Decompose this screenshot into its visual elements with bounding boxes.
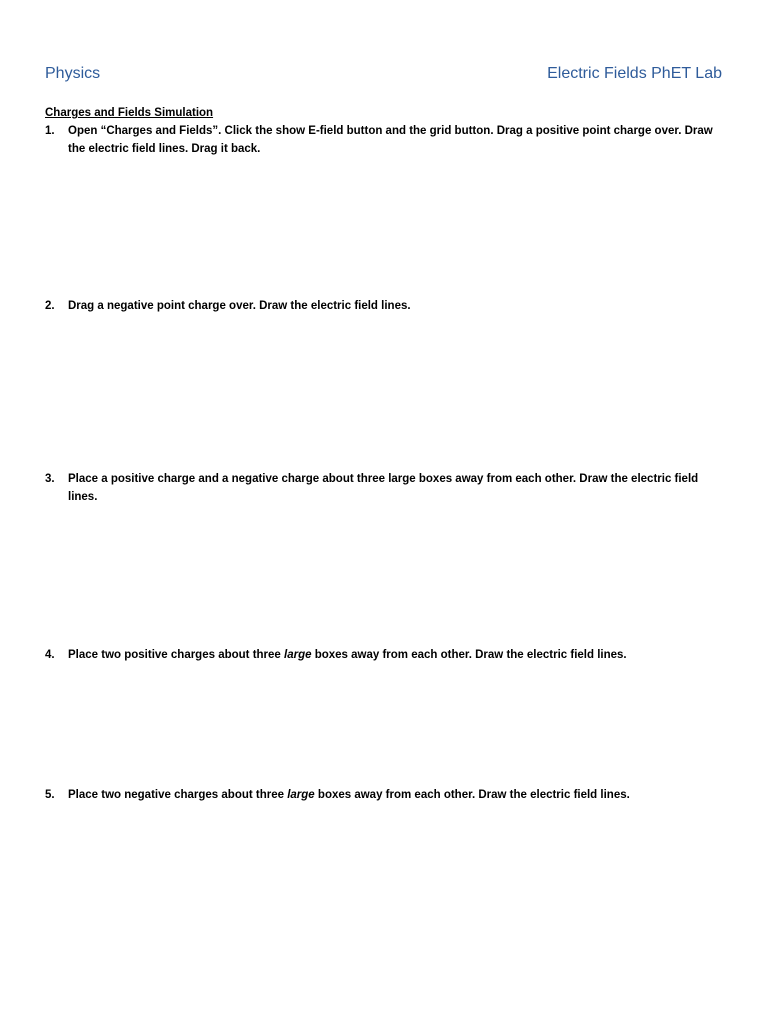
question-text: Drag a negative point charge over. Draw the electric field lines. xyxy=(68,300,411,312)
question-text xyxy=(68,646,725,664)
question-number: 1. xyxy=(45,125,55,137)
question-1 xyxy=(45,122,725,158)
lab-title: Electric Fields PhET Lab xyxy=(547,65,722,82)
question-text-emphasis: large xyxy=(287,789,315,801)
question-text: Open “Charges and Fields”. Click the show E-field button and the grid button. Drag a positive point charge over. Draw the electric field lines. Drag it back. xyxy=(68,125,713,155)
question-5 xyxy=(45,786,725,804)
question-text: Place a positive charge and a negative charge about three large boxes away from each other. Draw the electric field lines. xyxy=(68,473,699,503)
question-text xyxy=(68,786,725,804)
question-text-end: boxes away from each other. Draw the electric field lines. xyxy=(311,649,627,661)
question-number: 5. xyxy=(45,789,55,801)
question-text-emphasis: large xyxy=(284,649,312,661)
section-title: Charges and Fields Simulation xyxy=(45,107,214,119)
question-number: 2. xyxy=(45,300,55,312)
question-text-start: Place two negative charges about three xyxy=(68,789,288,801)
course-title: Physics xyxy=(45,65,101,82)
question-text-start: Place two positive charges about three xyxy=(68,649,285,661)
question-4 xyxy=(45,646,725,664)
question-3 xyxy=(45,470,725,506)
question-text-end: boxes away from each other. Draw the electric field lines. xyxy=(314,789,630,801)
question-2 xyxy=(45,297,725,315)
question-number: 3. xyxy=(45,473,55,485)
question-number: 4. xyxy=(45,649,55,661)
